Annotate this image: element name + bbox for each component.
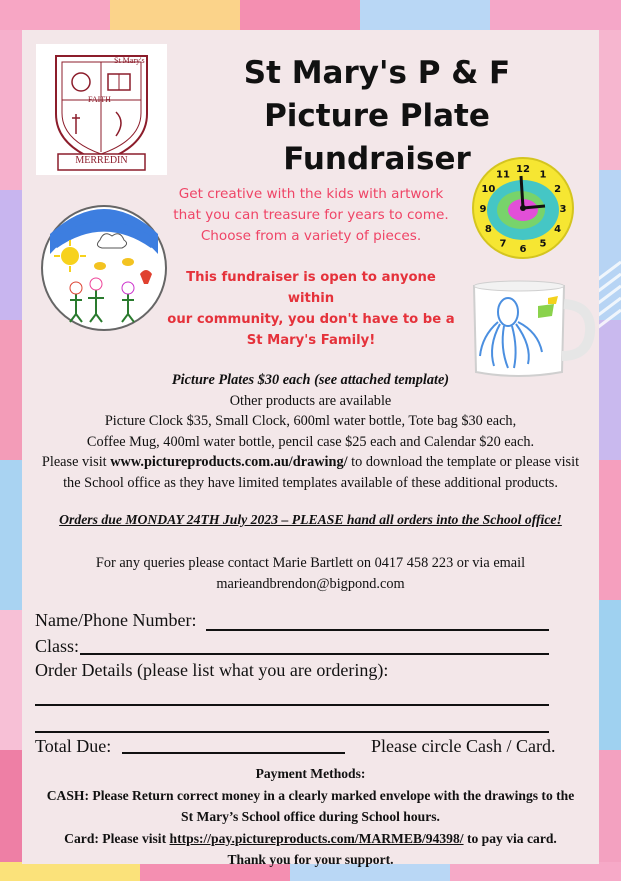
order-details-label: Order Details (please list what you are ordering): bbox=[35, 660, 389, 680]
clock-number: 1 bbox=[539, 169, 547, 181]
contact-email: marieandbrendon@bigpond.com bbox=[216, 575, 405, 592]
intro-pink-line: Get creative with the kids with artwork bbox=[178, 186, 444, 202]
intro-red-line: St Mary's Family! bbox=[246, 333, 376, 348]
logo-banner-text: MERREDIN bbox=[75, 155, 128, 166]
logo-top-text: St Mary's bbox=[114, 56, 145, 65]
clock-number: 8 bbox=[484, 224, 492, 235]
intro-red-text bbox=[163, 267, 459, 351]
total-due-field[interactable] bbox=[122, 752, 345, 754]
school-crest-logo bbox=[36, 44, 167, 175]
product-line: Other products are available bbox=[229, 392, 392, 409]
contact-info bbox=[22, 553, 599, 594]
name-phone-field[interactable] bbox=[206, 629, 549, 631]
card-payment-link[interactable]: https://pay.pictureproducts.com/MARMEB/94398/ bbox=[169, 830, 464, 846]
visit-suffix: to download the template or please visit bbox=[347, 454, 580, 470]
order-details-field-line-2[interactable] bbox=[35, 731, 549, 733]
intro-pink-text bbox=[163, 184, 459, 247]
class-label: Class: bbox=[35, 636, 80, 656]
orders-due-notice: Orders due MONDAY 24TH July 2023 – PLEASE hand all orders into the School office! bbox=[59, 512, 562, 527]
clock-number: 2 bbox=[554, 184, 562, 195]
intro-red-line: our community, you don't have to be a bbox=[167, 312, 455, 327]
picture-plate-image bbox=[40, 204, 168, 332]
clock-number: 4 bbox=[554, 224, 562, 235]
product-info bbox=[22, 370, 599, 493]
card-prefix: Card: Please visit bbox=[64, 830, 170, 846]
cash-instructions: St Mary’s School office during School hours. bbox=[181, 809, 440, 824]
title-line-2: Picture Plate Fundraiser bbox=[264, 98, 490, 177]
picture-clock-image bbox=[471, 156, 575, 260]
clock-number: 6 bbox=[519, 244, 527, 255]
logo-motto: FAITH bbox=[88, 95, 111, 104]
card-suffix: to pay via card. bbox=[463, 830, 557, 846]
product-line: Coffee Mug, 400ml water bottle, pencil case $25 each and Calendar $20 each. bbox=[86, 433, 535, 450]
coffee-mug-image bbox=[468, 276, 596, 380]
class-field[interactable] bbox=[80, 653, 549, 655]
total-due-label: Total Due: bbox=[35, 736, 112, 756]
intro-red-line: This fundraiser is open to anyone within bbox=[186, 270, 436, 306]
contact-line: For any queries please contact Marie Bartlett on 0417 458 223 or via email bbox=[95, 555, 526, 571]
clock-number: 5 bbox=[539, 238, 547, 250]
payment-choice-label: Please circle Cash / Card. bbox=[371, 736, 556, 756]
intro-pink-line: that you can treasure for years to come. bbox=[173, 207, 449, 223]
title-line-1: St Mary's P & F bbox=[243, 55, 511, 91]
product-line: the School office as they have limited templates available of these additional products. bbox=[63, 474, 558, 491]
visit-prefix: Please visit bbox=[41, 454, 111, 470]
product-visit-line bbox=[22, 452, 599, 473]
name-phone-label: Name/Phone Number: bbox=[35, 610, 197, 630]
clock-number: 9 bbox=[479, 204, 487, 215]
template-download-link[interactable]: www.pictureproducts.com.au/drawing/ bbox=[110, 454, 348, 470]
clock-number: 12 bbox=[516, 164, 530, 175]
payment-heading: Payment Methods: bbox=[255, 766, 366, 781]
product-headline: Picture Plates $30 each (see attached template) bbox=[171, 372, 450, 388]
clock-number: 3 bbox=[559, 204, 567, 215]
clock-number: 10 bbox=[481, 184, 496, 195]
clock-number: 11 bbox=[496, 169, 510, 181]
card-instructions bbox=[22, 828, 599, 850]
order-details-field-line-1[interactable] bbox=[35, 704, 549, 706]
intro-pink-line: Choose from a variety of pieces. bbox=[200, 228, 422, 244]
thank-you-text: Thank you for your support. bbox=[227, 852, 394, 867]
clock-number: 7 bbox=[499, 238, 507, 250]
payment-methods bbox=[22, 763, 599, 871]
product-line: Picture Clock $35, Small Clock, 600ml water bottle, Tote bag $30 each, bbox=[104, 413, 517, 429]
cash-instructions: CASH: Please Return correct money in a clearly marked envelope with the drawings to the bbox=[46, 787, 575, 803]
